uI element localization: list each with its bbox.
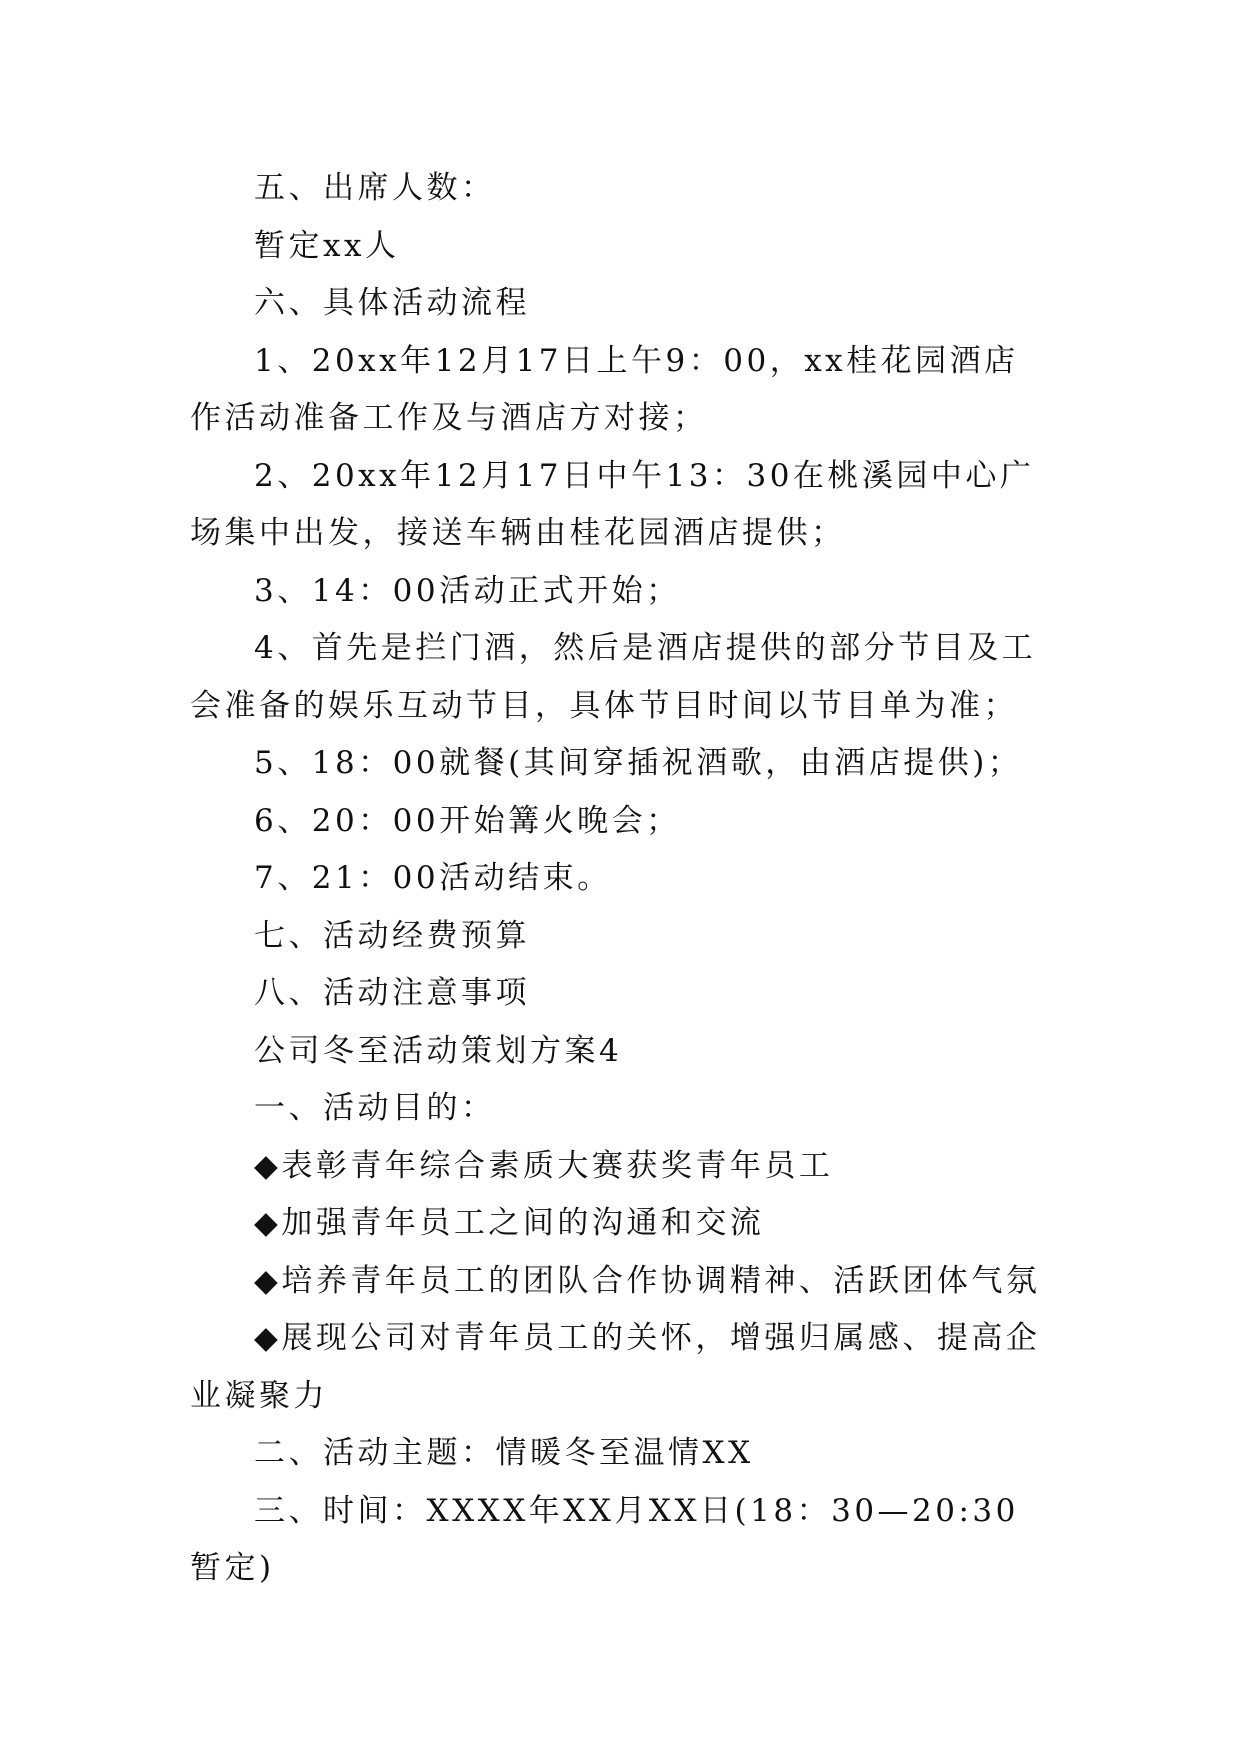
section-heading-theme: 二、活动主题：情暖冬至温情XX <box>254 1435 754 1471</box>
schedule-item: 3、14：00活动正式开始； <box>254 572 681 609</box>
section-heading-budget: 七、活动经费预算 <box>254 917 530 954</box>
section-heading-time: 三、时间：XXXX年XX月XX日(18：30—20:30暂定) <box>190 1492 1019 1586</box>
schedule-item: 4、首先是拦门酒，然后是酒店提供的部分节目及工会准备的娱乐互动节目，具体节目时间以节目单为准； <box>190 630 1037 724</box>
section-heading-notes: 八、活动注意事项 <box>254 975 530 1011</box>
plan-title: 公司冬至活动策划方案4 <box>254 1032 623 1069</box>
section-heading-schedule: 六、具体活动流程 <box>254 285 530 321</box>
section-heading-purpose: 一、活动目的： <box>254 1090 496 1126</box>
document-body <box>190 160 1050 1598</box>
bullet-item: ◆培养青年员工的团队合作协调精神、活跃团体气氛 <box>254 1262 1041 1299</box>
bullet-item: ◆展现公司对青年员工的关怀，增强归属感、提高企业凝聚力 <box>190 1320 1041 1414</box>
bullet-item: ◆表彰青年综合素质大赛获奖青年员工 <box>254 1147 834 1184</box>
paragraph: 暂定xx人 <box>254 227 400 264</box>
schedule-item: 6、20：00开始篝火晚会； <box>254 802 681 839</box>
schedule-item: 5、18：00就餐(其间穿插祝酒歌，由酒店提供)； <box>254 745 1023 781</box>
bullet-item: ◆加强青年员工之间的沟通和交流 <box>254 1205 765 1241</box>
section-heading-attendance: 五、出席人数： <box>254 170 496 206</box>
schedule-item: 1、20xx年12月17日上午9：00，xx桂花园酒店作活动准备工作及与酒店方对接； <box>190 342 1019 436</box>
schedule-item: 7、21：00活动结束。 <box>254 860 612 896</box>
schedule-item: 2、20xx年12月17日中午13：30在桃溪园中心广场集中出发，接送车辆由桂花园酒店提供； <box>190 457 1035 551</box>
